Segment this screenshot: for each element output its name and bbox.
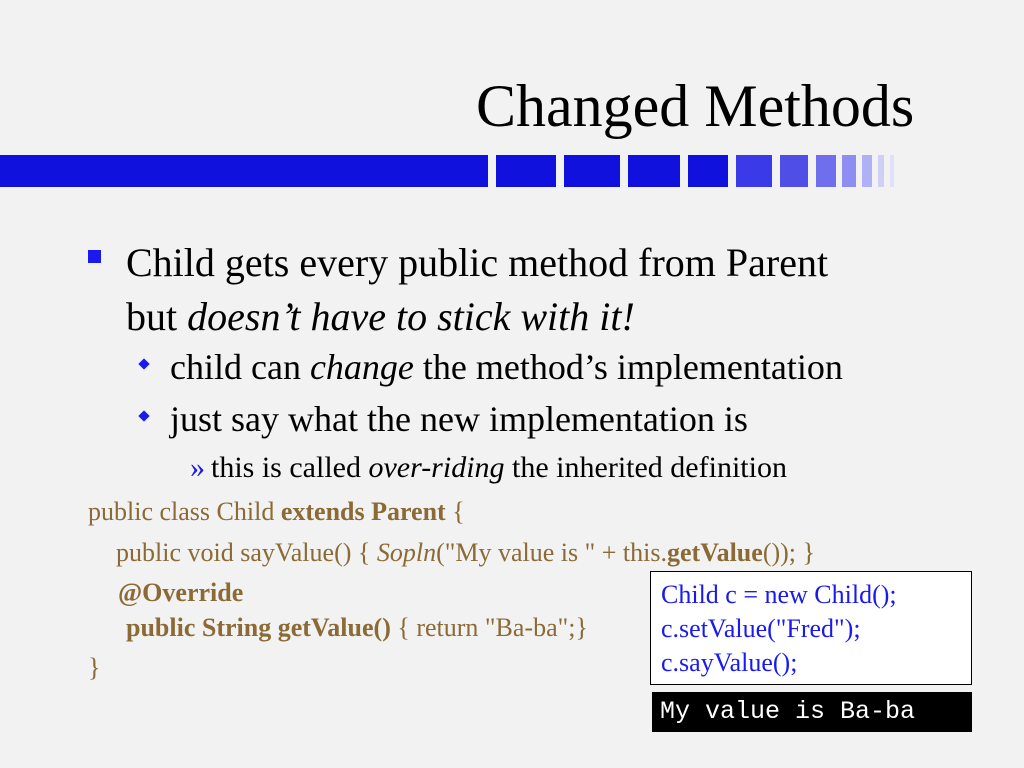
code-bold: () (373, 613, 391, 642)
deco-block (496, 155, 556, 187)
code-line-4 (126, 612, 588, 644)
sub-bullet-2 (140, 397, 748, 441)
slide-title: Changed Methods (476, 73, 915, 139)
deco-block (890, 155, 894, 187)
bullet-main (88, 236, 968, 344)
deco-block (628, 155, 680, 187)
sub-sub-bullet (190, 450, 787, 486)
deco-block (736, 155, 772, 187)
code-text: { (445, 497, 465, 526)
code-text: public void sayValue() { (116, 538, 377, 567)
code-line-3 (118, 577, 243, 609)
sub1-post: the method’s implementation (413, 347, 843, 387)
client-code-line: c.setValue("Fred"); (661, 614, 861, 643)
sub-bullet-1 (140, 345, 843, 389)
code-bold: public String getValue (126, 613, 374, 642)
bullet-main-line1: Child gets every public method from Parent (126, 240, 829, 285)
client-code-box (650, 571, 972, 685)
deco-block (688, 155, 728, 187)
raquo-bullet-icon: » (190, 451, 205, 484)
code-text: public class Child (88, 497, 281, 526)
square-bullet-icon (88, 250, 101, 263)
title-underline-bar (0, 155, 488, 187)
deco-block (862, 155, 872, 187)
code-line-1 (88, 496, 465, 528)
deco-block (816, 155, 836, 187)
code-line-5: } (88, 653, 101, 682)
code-bold: getValue (667, 538, 763, 567)
console-output: My value is Ba-ba (652, 692, 972, 732)
bullet-main-plain: but (126, 294, 188, 339)
subsub-em: over-riding (368, 451, 505, 484)
code-line-2 (116, 537, 815, 569)
sub2-text: just say what the new implementation is (170, 399, 748, 439)
code-annotation: @Override (118, 578, 244, 607)
code-text: { return "Ba-ba";} (390, 613, 588, 642)
code-bold: extends Parent (280, 497, 446, 526)
deco-block (842, 155, 856, 187)
deco-block (878, 155, 884, 187)
diamond-bullet-icon (138, 358, 149, 369)
subsub-post: the inherited definition (504, 451, 787, 484)
client-code-line: Child c = new Child(); (661, 580, 897, 609)
sub1-em: change (309, 347, 414, 387)
bullet-main-line2 (126, 290, 968, 344)
diamond-bullet-icon (138, 410, 149, 421)
deco-block (780, 155, 808, 187)
code-italic: Sopln (376, 538, 437, 567)
code-text: ()); } (762, 538, 815, 567)
code-text: ("My value is " + this. (436, 538, 667, 567)
client-code-line: c.sayValue(); (661, 648, 798, 677)
sub1-pre: child can (170, 347, 310, 387)
bullet-main-italic: doesn’t have to stick with it! (187, 294, 635, 339)
deco-block (564, 155, 620, 187)
subsub-pre: this is called (211, 451, 369, 484)
